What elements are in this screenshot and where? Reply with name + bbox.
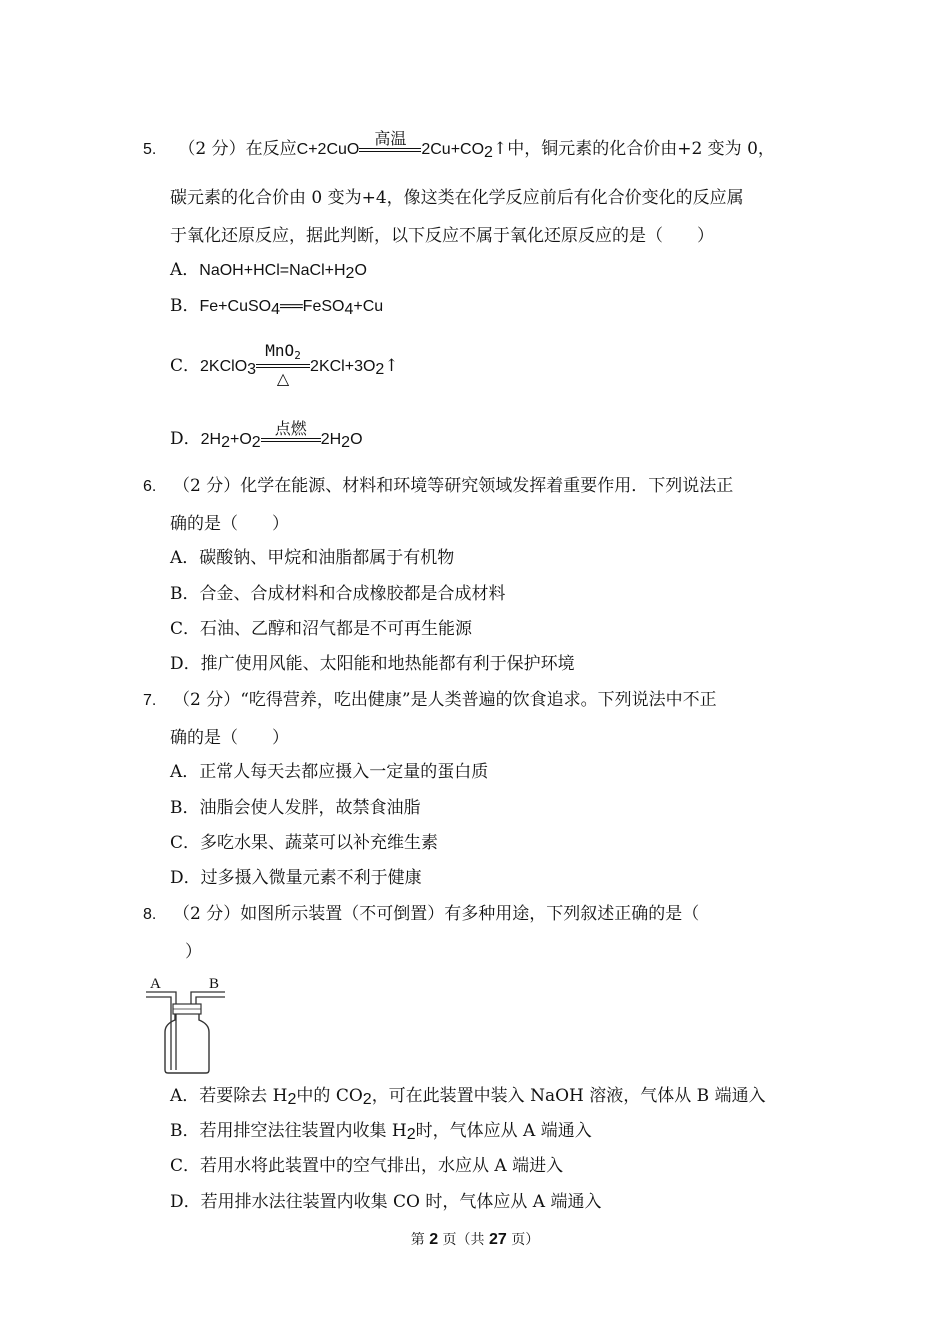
q5-eq-products-b: ↑中，铜元素的化合价由+2 变为 0， [492,139,775,159]
q5-stem-line3: 于氧化还原反应，据此判断，以下反应不属于氧化还原反应的是（ ） [170,226,714,246]
figure-label-a: A [150,976,161,992]
q8-option-b: B．若用排空法往装置内收集 $H_2$时，气体应从 A 端通入 [170,1121,592,1143]
q5-stem-line1 [143,128,775,161]
q5-eq-equals-bar [359,148,421,152]
q5-option-d-condition: 点燃 [261,420,321,442]
q5-option-a-text: NaOH+HCl=NaCl+H [199,262,346,279]
q5-stem-prefix: （2 分）在反应 [178,139,297,159]
q8-stem-line1: 8. （2 分）如图所示装置（不可倒置）有多种用途，下列叙述正确的是（ [143,904,700,924]
q5-option-a: A．$NaOH+HCl=NaCl+H_2O$ [170,260,367,282]
q5-option-d: D．$2H_2+O_2$ 点燃 $2H_2O$ [170,418,363,451]
gas-bottle-figure [143,972,233,1077]
q5-option-d-label: D． [170,429,201,449]
q5-option-d-text: 2H [200,431,222,448]
q7-option-d: D．过多摄入微量元素不利于健康 [170,868,422,888]
q8-option-d: D．若用排水法往装置内收集 CO 时，气体应从 A 端通入 [170,1192,602,1212]
q5-option-b: B．Fe+CuSO$_4$══FeSO$_4$+Cu [170,296,384,318]
q5-option-c-text: 2KClO [200,358,248,375]
q6-stem-line2: 确的是（ ） [170,514,289,534]
q6-option-c: C．石油、乙醇和沼气都是不可再生能源 [170,619,473,639]
q5-option-c: C．2KClO$_3$ MnO$_2$ △ $2KCl+3O_2↑$ [170,340,399,388]
q5-option-a-label: A． [170,260,200,280]
q5-option-b-text: Fe+CuSO [199,298,272,315]
q7-option-a: A．正常人每天去都应摄入一定量的蛋白质 [170,762,489,782]
q8-option-c: C．若用水将此装置中的空气排出，水应从 A 端进入 [170,1156,564,1176]
q5-option-c-label: C． [170,356,201,376]
q7-number: 7. [143,692,157,709]
q6-option-d: D．推广使用风能、太阳能和地热能都有利于保护环境 [170,654,575,674]
q7-stem-line2: 确的是（ ） [170,728,289,748]
q6-option-a: A．碳酸钠、甲烷和油脂都属于有机物 [170,548,455,568]
page-footer: 第 2 页（共 27 页） [410,1231,540,1248]
q5-eq-reactants: C+2CuO [296,141,360,158]
q5-option-c-condition: MnO$_2$ △ [256,364,310,368]
figure-label-b: B [209,976,220,992]
footer-page-number: 2 [429,1231,439,1248]
q5-sub-2: 2 [484,144,493,161]
q5-eq-condition: 高温 [359,130,421,152]
q7-option-b: B．油脂会使人发胖，故禁食油脂 [170,798,421,818]
q5-eq-products-a: 2Cu+CO [421,141,485,158]
q5-option-b-label: B． [170,296,200,316]
q5-number: 5. [143,141,157,158]
q7-option-c: C．多吃水果、蔬菜可以补充维生素 [170,833,439,853]
q8-stem-line2: ） [185,942,202,962]
q6-stem-line1: 6. （2 分）化学在能源、材料和环境等研究领域发挥着重要作用．下列说法正 [143,476,734,496]
q6-option-b: B．合金、合成材料和合成橡胶都是合成材料 [170,584,506,604]
q8-number: 8. [143,906,157,923]
footer-page-total: 27 [489,1231,507,1248]
q6-number: 6. [143,478,157,495]
q5-stem-line2: 碳元素的化合价由 0 变为+4，像这类在化学反应前后有化合价变化的反应属 [170,188,744,208]
q7-stem-line1: 7. （2 分）“吃得营养，吃出健康”是人类普遍的饮食追求。下列说法中不正 [143,690,717,710]
q8-option-a: A．若要除去 $H_2$中的 $CO_2$，可在此装置中装入 NaOH 溶液，气体从 B 端通入 [170,1086,766,1108]
